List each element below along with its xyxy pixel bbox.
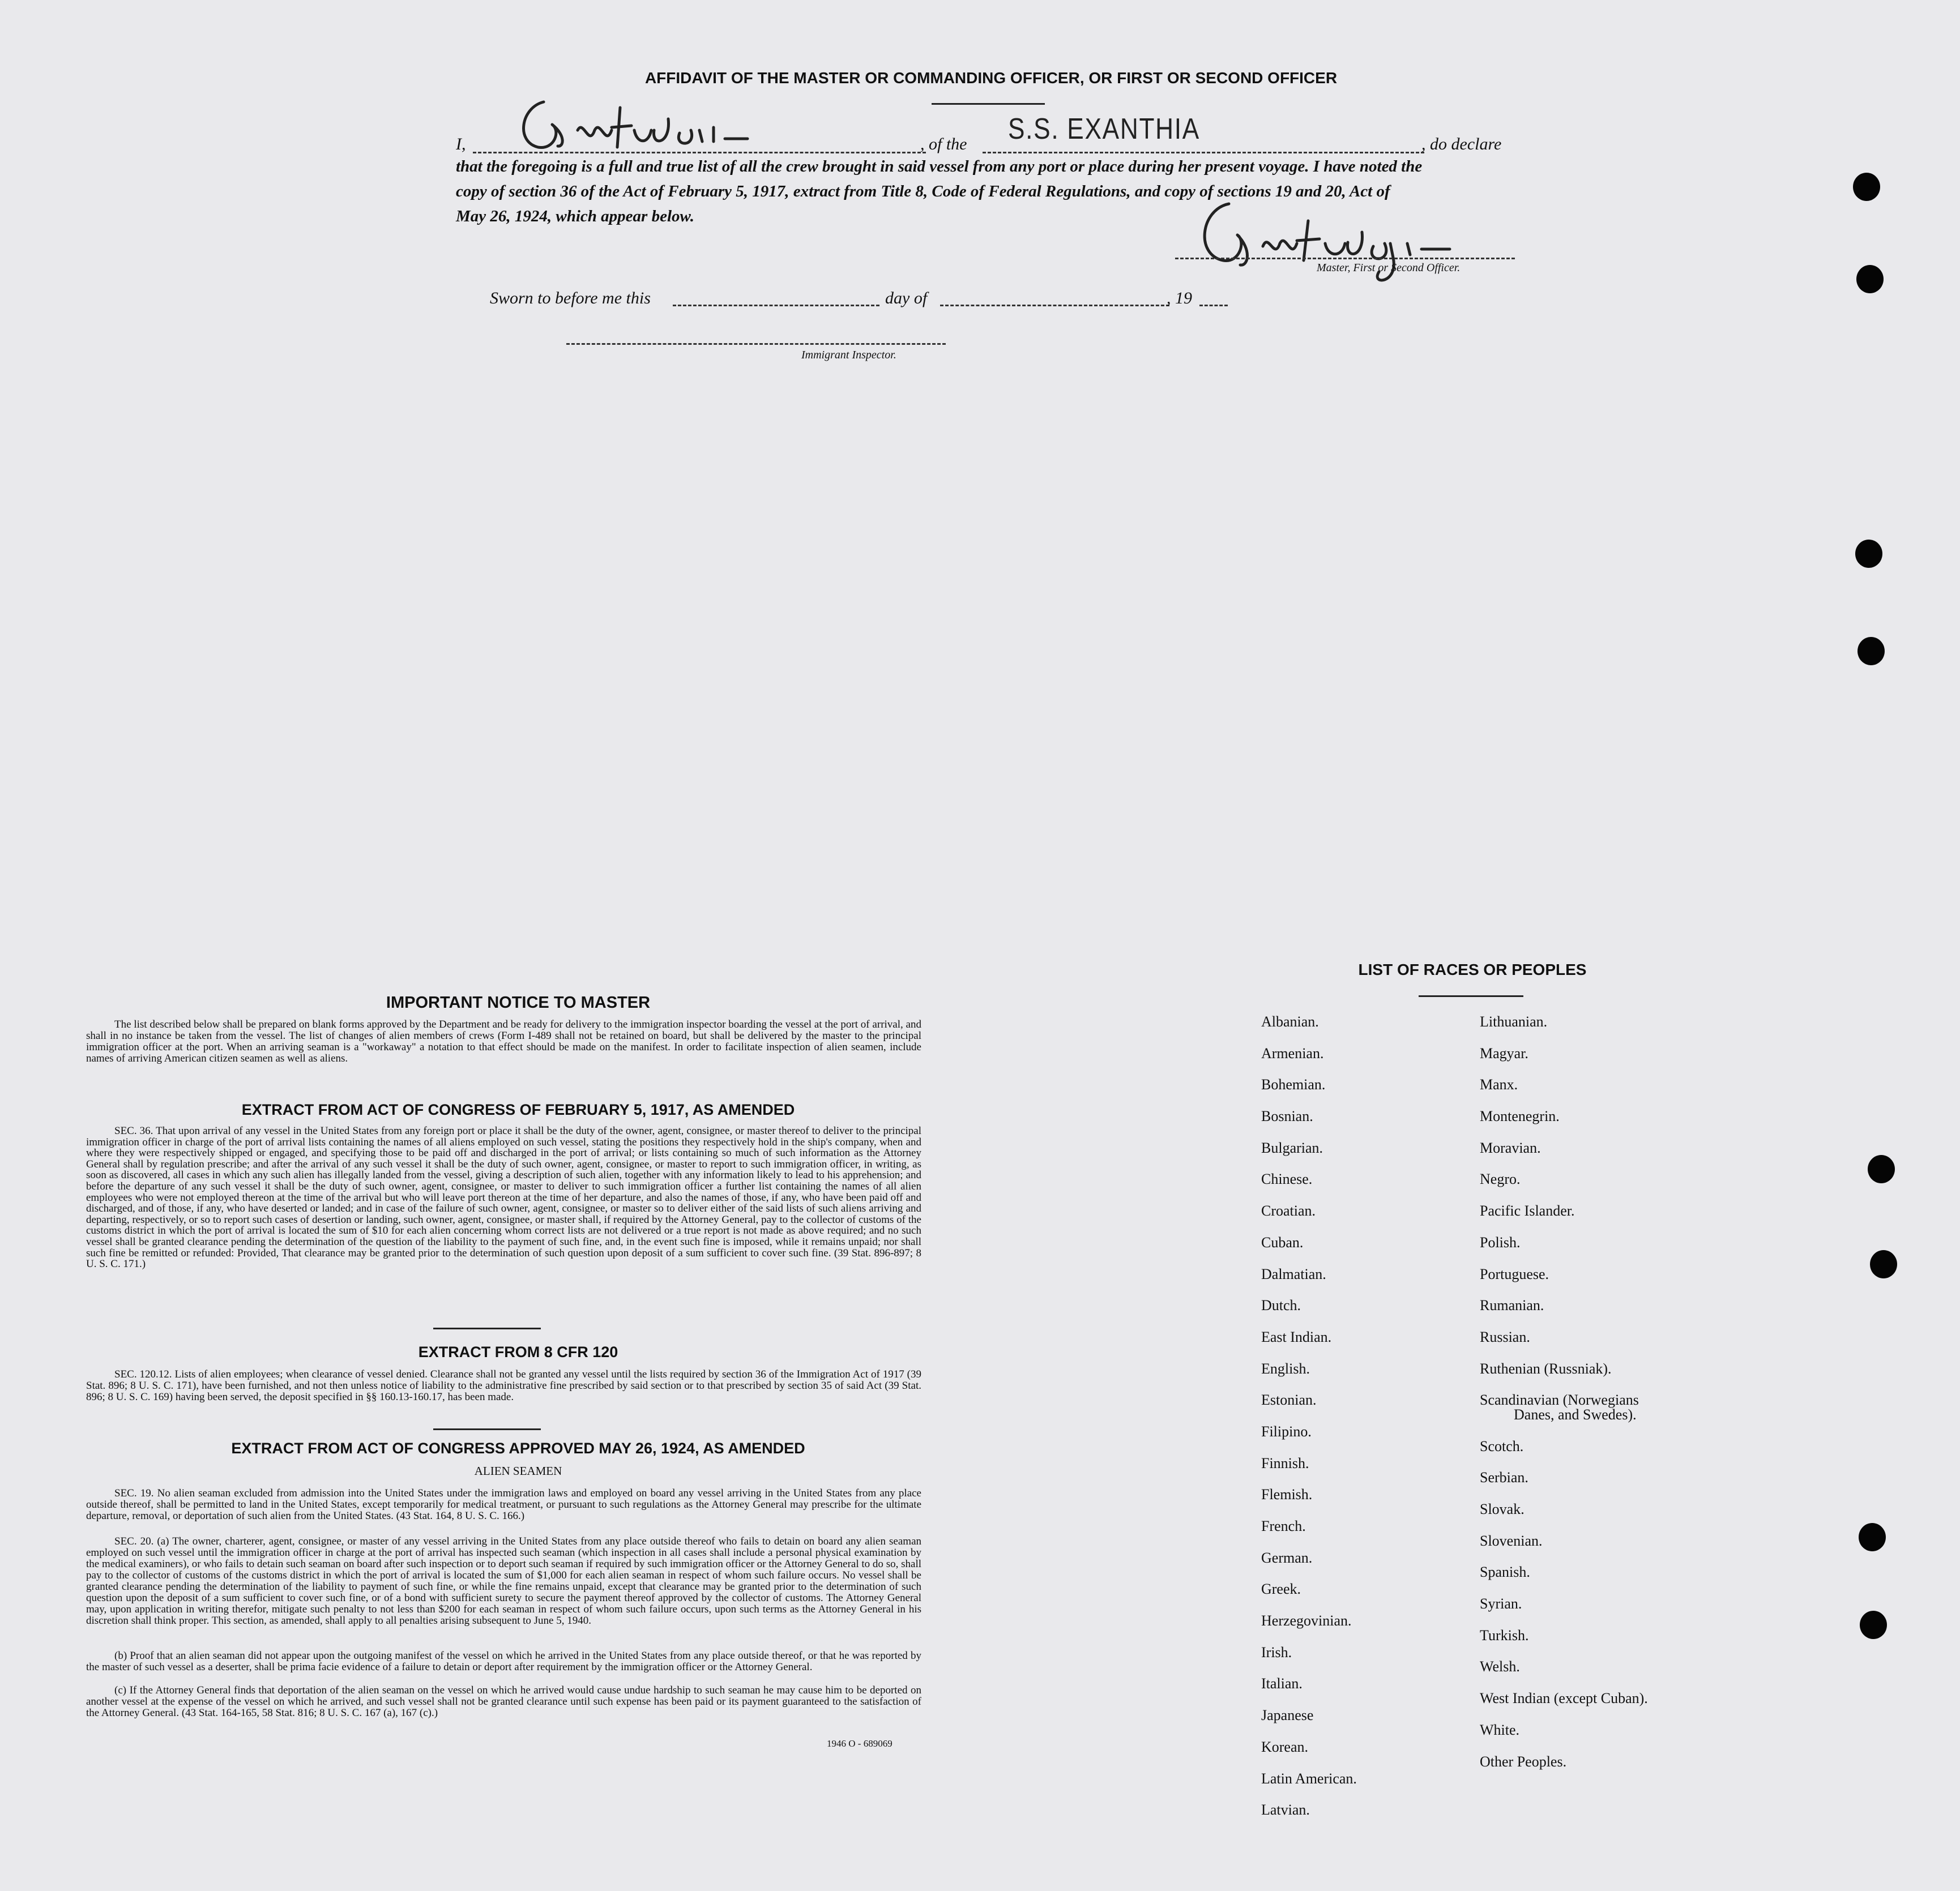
extract-1924-sec20a: SEC. 20. (a) The owner, charterer, agent, consignee, or master of any vessel arriving in the United States from any place outside thereof who fails to detain on board any alien seaman employed on such vessel until the immigration officer in charge at the port of arrival has inspected such seaman (which inspection in all cases shall include a personal physical examination by the medical examiners), or who fails to detain such seaman on board after such inspection or to deport such seaman if required by such immigration officer or the Attorney General to do so, shall pay to the collector of customs of the customs district in which the port of arrival is located the sum of $1,000 for each alien seaman in respect of whom such failure occurs. No vessel shall be granted clearance pending the determination of the liability to payment of such fine, or while the fine remains unpaid, except that clearance may be granted prior to the determination of such question upon the deposit of a sum sufficient to cover such fine, or of a bond with sufficient surety to secure the payment thereof approved by the collector of customs. The Attorney General may, upon application in writing therefor, mitigate such penalty to not less than $200 for each seaman in respect of whom such failure occurs, upon such terms as the Attorney General in his discretion shall think proper. This section, as amended, shall apply to all penalties arising subsequent to June 5, 1940. — [86, 1535, 921, 1627]
extract-1924-title: EXTRACT FROM ACT OF CONGRESS APPROVED MAY 26, 1924, AS AMENDED — [231, 1440, 805, 1457]
race-item: Welsh. — [1480, 1658, 1520, 1675]
race-item: Slovenian. — [1480, 1532, 1543, 1549]
race-item: West Indian (except Cuban). — [1480, 1690, 1648, 1707]
race-item: Herzegovinian. — [1261, 1612, 1352, 1629]
sworn-label: Sworn to before me this — [490, 289, 651, 307]
race-item: Syrian. — [1480, 1595, 1522, 1612]
extract-1924-sec19: SEC. 19. No alien seaman excluded from admission into the United States under the immigration laws and employed on board any vessel arriving in the United States from any place outside thereof, shall be permitted to land in the United States, except temporarily for medical treatment, or pursuant to such regulations as the Attorney General may prescribe for the ultimate departure, removal, or deportation of such alien from the United States. (43 Stat. 164, 8 U. S. C. 166.) — [86, 1487, 921, 1522]
race-item: English. — [1261, 1360, 1310, 1377]
race-item: Lithuanian. — [1480, 1013, 1548, 1030]
divider-rule-1 — [433, 1328, 541, 1329]
year-label: , 19 — [1167, 289, 1192, 307]
affidavit-body-line3: May 26, 1924, which appear below. — [456, 207, 695, 225]
title-rule — [932, 103, 1045, 105]
race-item: Negro. — [1480, 1171, 1521, 1188]
sworn-year-line — [1199, 305, 1228, 306]
race-item: Albanian. — [1261, 1013, 1319, 1030]
do-declare-label: , do declare — [1421, 135, 1502, 153]
extract-8cfr-text: SEC. 120.12. Lists of alien employees; when clearance of vessel denied. Clearance shall not be granted any vessel until the lists required by section 36 of the Immigration Act of 1917 (39 Stat. 896; 8 U. S. C. 171), have been furnished, and not then unless notice of liability to the administrative fine prescribed by said section or to that prescribed by section 35 of said Act (39 Stat. 896; 8 U. S. C. 169) having been served, the deposit specified in §§ 160.13-160.17, has been made. — [86, 1368, 921, 1403]
affidavit-body-line1: that the foregoing is a full and true list of all the crew brought in said vessel from any port or place during her present voyage. I have noted the — [456, 157, 1423, 176]
print-code: 1946 O - 689069 — [827, 1738, 893, 1749]
binder-hole — [1857, 637, 1885, 665]
race-item: Bosnian. — [1261, 1108, 1313, 1125]
master-caption: Master, First or Second Officer. — [1317, 262, 1461, 274]
vessel-line — [983, 152, 1424, 153]
race-item: Moravian. — [1480, 1139, 1541, 1156]
race-item: Korean. — [1261, 1738, 1309, 1755]
race-item: German. — [1261, 1549, 1313, 1566]
race-item: Italian. — [1261, 1675, 1303, 1692]
extract-1924-subtitle: ALIEN SEAMEN — [474, 1464, 562, 1478]
races-left-column — [1261, 1013, 1357, 1833]
race-item: Latin American. — [1261, 1770, 1357, 1787]
race-item: Armenian. — [1261, 1045, 1324, 1062]
race-item: Dalmatian. — [1261, 1265, 1326, 1282]
binder-hole — [1859, 1523, 1886, 1551]
race-item: Scotch. — [1480, 1437, 1524, 1454]
race-item: White. — [1480, 1721, 1520, 1738]
extract-1917-text: SEC. 36. That upon arrival of any vessel in the United States from any foreign port or place it shall be the duty of the owner, agent, consignee, or master thereof to deliver to the principal immigration officer in charge of the port of arrival lists containing the names of all aliens employed on such vessel, stating the positions they respectively hold in the ship's company, when and where they were respectively shipped or engaged, and specifying those to be paid off and discharged in the port of arrival; or lists containing so much of such information as the Attorney General shall by regulation prescribe; and after the arrival of any such vessel it shall be the duty of such owner, agent, consignee, or master to report to such immigration officer, in writing, as soon as discovered, all cases in which any such alien has illegally landed from the vessel, giving a description of such alien, together with any information likely to lead to his apprehension; and before the departure of any such vessel it shall be the duty of such owner, agent, consignee, or master to deliver to such immigration officer a further list containing the names of all alien employees who were not employed thereon at the time of the arrival but who will leave port thereon at the time of her departure, and also the names of those, if any, who have been paid off and discharged, and of those, if any, who have deserted or landed; and in case of the failure of such owner, agent, consignee, or master so to deliver either of the said lists of such aliens arriving and departing, respectively, or so to report such cases of desertion or landing, such owner, agent, consignee, or master shall, if required by the Attorney General, pay to the collector of customs of the customs district in which the port of arrival is located the sum of $10 for each alien concerning whom correct lists are not delivered or a true report is not made as above required; and no such vessel shall be granted clearance pending the determination of the question of the liability to the payment of such fine, and, in the event such fine is imposed, while it remains unpaid; nor shall such fine be remitted or refunded: Provided, That clearance may be granted prior to the determination of such question upon deposit of a sum sufficient to cover such fine. (39 Stat. 896-897; 8 U. S. C. 171.) — [86, 1125, 921, 1270]
affidavit-i-label: I, — [456, 135, 466, 153]
race-item: Latvian. — [1261, 1802, 1310, 1819]
race-item: Magyar. — [1480, 1045, 1528, 1062]
race-item: Rumanian. — [1480, 1297, 1544, 1314]
extract-1924-sec20c: (c) If the Attorney General finds that deportation of the alien seaman on the vessel on which he arrived would cause undue hardship to such seaman he may cause him to be deported on another vessel at the expense of the vessel on which he arrived, and such vessel shall not be granted clearance until such expense has been paid or its payment guaranteed to the satisfaction of the Attorney General. (43 Stat. 164-165, 58 Stat. 816; 8 U. S. C. 167 (a), 167 (c).) — [86, 1684, 921, 1719]
races-title: LIST OF RACES OR PEOPLES — [1358, 961, 1587, 978]
race-item: East Indian. — [1261, 1328, 1332, 1345]
inspector-line — [566, 343, 946, 345]
races-title-rule — [1419, 995, 1523, 997]
race-item: Chinese. — [1261, 1171, 1313, 1188]
race-item: Ruthenian (Russniak). — [1480, 1360, 1612, 1377]
race-item: Montenegrin. — [1480, 1108, 1560, 1125]
race-item: Estonian. — [1261, 1392, 1317, 1409]
binder-hole — [1870, 1250, 1897, 1278]
notice-text: The list described below shall be prepared on blank forms approved by the Department and be ready for delivery to the immigration inspector boarding the vessel at the port of arrival, and shall in no instance be taken from the vessel. The list of changes of alien members of crews (Form I-489 shall not be retained on board, but shall be delivered by the master to the principal immigration officer at the port. When an arriving seaman is a "workaway" a notation to that effect should be made on the manifest. In order to facilitate inspection of alien seamen, include names of arriving American citizen seamen as well as aliens. — [86, 1019, 921, 1064]
binder-hole — [1855, 540, 1882, 568]
race-item: Pacific Islander. — [1480, 1203, 1575, 1220]
binder-hole — [1868, 1155, 1895, 1183]
race-item: Greek. — [1261, 1581, 1301, 1598]
race-item: Russian. — [1480, 1328, 1530, 1345]
race-item: Spanish. — [1480, 1564, 1530, 1581]
race-item: Japanese — [1261, 1707, 1314, 1724]
race-item: Bulgarian. — [1261, 1139, 1323, 1156]
race-item: Turkish. — [1480, 1627, 1529, 1644]
race-item: Bohemian. — [1261, 1076, 1326, 1093]
day-of-label: day of — [885, 289, 928, 307]
extract-1924-sec20b: (b) Proof that an alien seaman did not appear upon the outgoing manifest of the vessel on which he arrived in the United States from any place outside thereof, or that he was reported by the master of such vessel as a deserter, shall be prima facie evidence of a failure to detain or deport after requirement by the immigration officer or the Attorney General. — [86, 1650, 921, 1673]
affidavit-body-line2: copy of section 36 of the Act of February 5, 1917, extract from Title 8, Code of Federal Regulations, and copy of sections 19 and 20, Act of — [456, 182, 1390, 200]
binder-hole — [1860, 1611, 1887, 1639]
notice-title: IMPORTANT NOTICE TO MASTER — [386, 994, 651, 1012]
race-item: Portuguese. — [1480, 1265, 1549, 1282]
handwritten-signature-name — [510, 85, 770, 153]
race-item: Other Peoples. — [1480, 1753, 1567, 1770]
binder-hole — [1853, 173, 1880, 201]
race-item: Danes, and Swedes). — [1514, 1406, 1637, 1423]
vessel-name: S.S. EXANTHIA — [1008, 113, 1200, 146]
race-item: Irish. — [1261, 1644, 1292, 1661]
race-item: French. — [1261, 1518, 1306, 1534]
affidavit-title: AFFIDAVIT OF THE MASTER OR COMMANDING OFFICER, OR FIRST OR SECOND OFFICER — [644, 69, 1338, 87]
master-signature-line — [1175, 258, 1515, 259]
of-the-label: , of the — [920, 135, 967, 153]
race-item: Flemish. — [1261, 1486, 1313, 1503]
race-item: Filipino. — [1261, 1423, 1312, 1440]
extract-8cfr-title: EXTRACT FROM 8 CFR 120 — [418, 1344, 618, 1361]
inspector-caption: Immigrant Inspector. — [801, 349, 896, 361]
sworn-day-line — [673, 305, 879, 306]
race-item: Polish. — [1480, 1234, 1521, 1251]
race-item: Dutch. — [1261, 1297, 1301, 1314]
race-item: Cuban. — [1261, 1234, 1304, 1251]
race-item: Slovak. — [1480, 1501, 1525, 1517]
binder-hole — [1856, 265, 1884, 293]
sworn-month-line — [940, 305, 1169, 306]
race-item: Manx. — [1480, 1076, 1518, 1093]
race-item: Serbian. — [1480, 1469, 1528, 1486]
race-item: Scandinavian (Norwegians — [1480, 1392, 1639, 1409]
races-right-column — [1480, 1013, 1648, 1785]
race-item: Croatian. — [1261, 1203, 1316, 1220]
race-item: Finnish. — [1261, 1454, 1309, 1471]
extract-1917-title: EXTRACT FROM ACT OF CONGRESS OF FEBRUARY 5, 1917, AS AMENDED — [241, 1101, 795, 1118]
divider-rule-2 — [433, 1428, 541, 1430]
